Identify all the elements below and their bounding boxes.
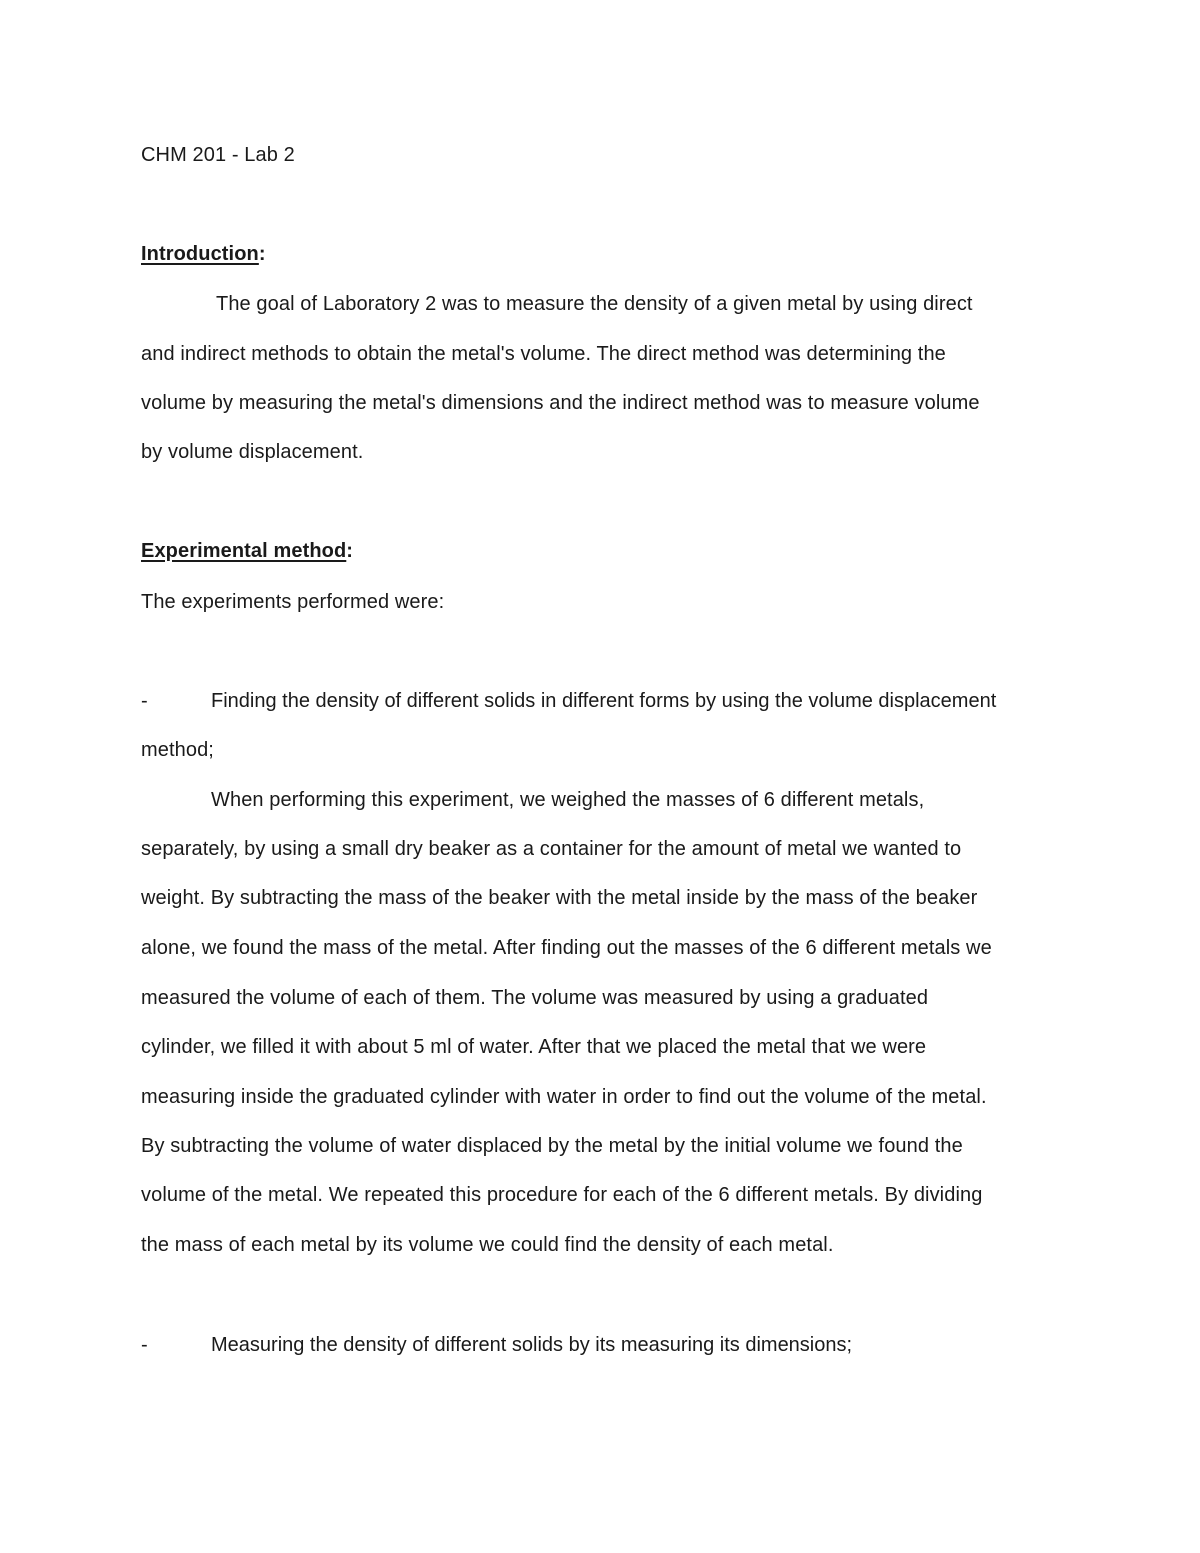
bullet-1-line-2: method; xyxy=(141,739,214,761)
intro-line-1: The goal of Laboratory 2 was to measure the density of a given metal by using direct xyxy=(216,293,973,315)
experimental-lead: The experiments performed were: xyxy=(141,591,445,613)
introduction-heading-text: Introduction xyxy=(141,243,259,265)
bullet-2-dash: - xyxy=(141,1334,148,1356)
paragraph-line-3: weight. By subtracting the mass of the beaker with the metal inside by the mass of the beaker xyxy=(141,887,978,909)
bullet-1-dash: - xyxy=(141,690,148,712)
intro-line-2: and indirect methods to obtain the metal's volume. The direct method was determining the xyxy=(141,343,946,365)
introduction-heading xyxy=(141,242,266,266)
experimental-heading-colon: : xyxy=(346,540,354,562)
paragraph-line-8: By subtracting the volume of water displaced by the metal by the initial volume we found the xyxy=(141,1135,963,1157)
paragraph-line-6: cylinder, we filled it with about 5 ml of water. After that we placed the metal that we were xyxy=(141,1036,927,1058)
experimental-heading-text: Experimental method xyxy=(141,540,347,562)
bullet-2-line-1: Measuring the density of different solids by its measuring its dimensions; xyxy=(211,1334,853,1356)
paragraph-line-10: the mass of each metal by its volume we could find the density of each metal. xyxy=(141,1234,834,1256)
experimental-heading xyxy=(141,539,353,563)
introduction-heading-colon: : xyxy=(258,243,266,265)
paragraph-line-5: measured the volume of each of them. The volume was measured by using a graduated xyxy=(141,987,929,1009)
intro-line-3: volume by measuring the metal's dimensions and the indirect method was to measure volume xyxy=(141,392,980,414)
document-title: CHM 201 - Lab 2 xyxy=(141,144,295,166)
paragraph-line-1: When performing this experiment, we weighed the masses of 6 different metals, xyxy=(211,789,925,811)
paragraph-line-9: volume of the metal. We repeated this procedure for each of the 6 different metals. By dividing xyxy=(141,1184,983,1206)
paragraph-line-2: separately, by using a small dry beaker as a container for the amount of metal we wanted to xyxy=(141,838,962,860)
bullet-1-line-1: Finding the density of different solids in different forms by using the volume displacement xyxy=(211,690,997,712)
paragraph-line-7: measuring inside the graduated cylinder with water in order to find out the volume of the metal. xyxy=(141,1086,987,1108)
intro-line-4: by volume displacement. xyxy=(141,441,364,463)
paragraph-line-4: alone, we found the mass of the metal. After finding out the masses of the 6 different metals we xyxy=(141,937,992,959)
